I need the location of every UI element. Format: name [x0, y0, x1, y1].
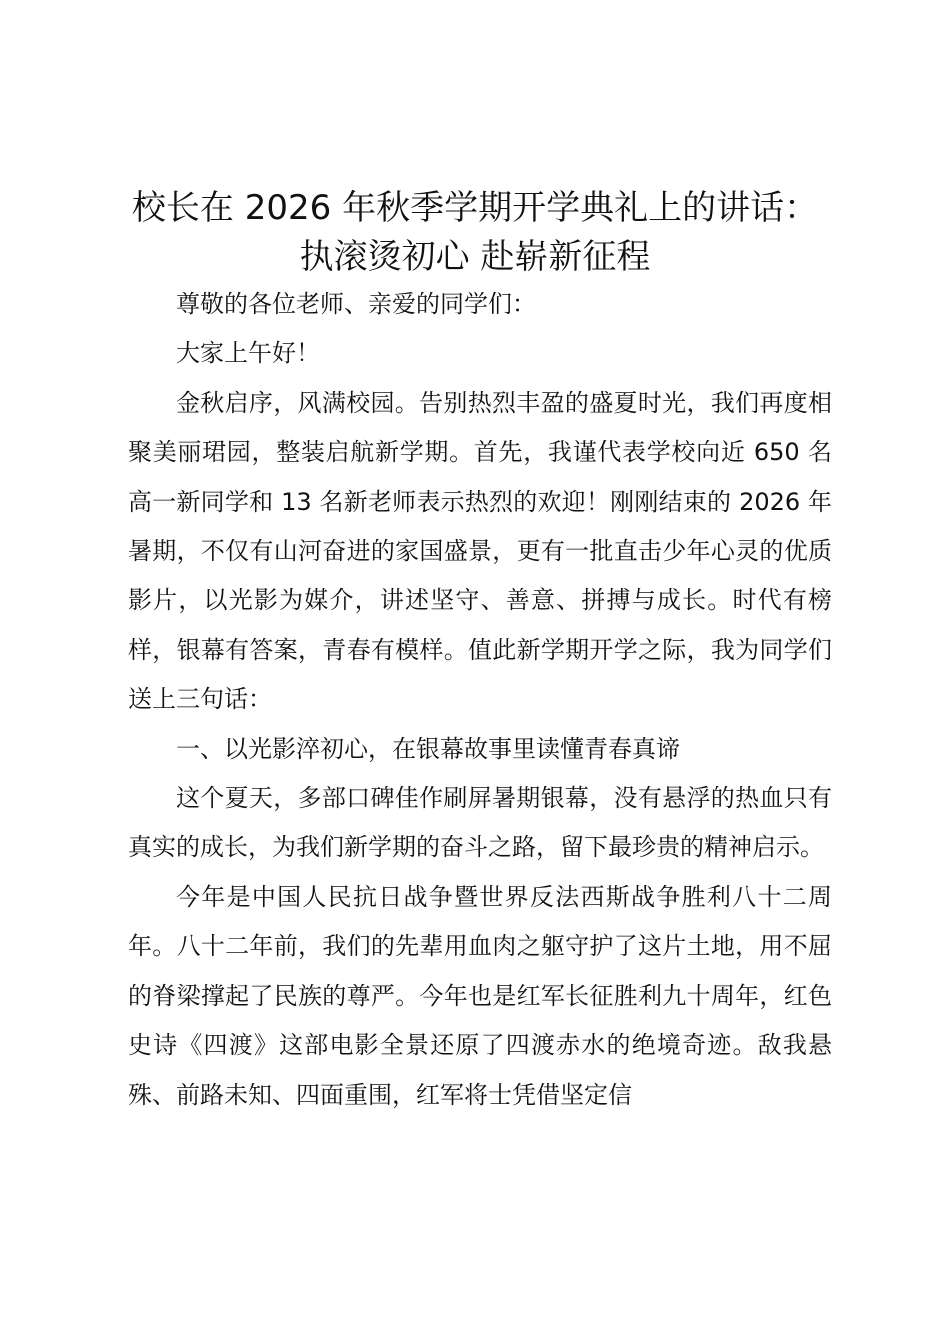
paragraph-summer-films: 这个夏天，多部口碑佳作刷屏暑期银幕，没有悬浮的热血只有真实的成长，为我们新学期的奋斗之路，留下最珍贵的精神启示。: [128, 784, 832, 862]
salutation: 尊敬的各位老师、亲爱的同学们：: [176, 290, 536, 318]
paragraph-intro: 金秋启序，风满校园。告别热烈丰盈的盛夏时光，我们再度相聚美丽珺园，整装启航新学期。首先，我谨代表学校向近 650 名高一新同学和 13 名新老师表示热烈的欢迎！刚刚结束的 2026 年暑期，不仅有山河奋进的家国盛景，更有一批直击少年心灵的优质影片，以光影为媒介，讲述坚守、善意、拼搏与成长。时代有榜样，银幕有答案，青春有模样。值此新学期开学之际，我为同学们送上三句话：: [128, 388, 832, 714]
document-title-line-1: 校长在 2026 年秋季学期开学典礼上的讲话：: [131, 188, 819, 228]
document-body: [128, 280, 832, 1120]
paragraph-anniversary: 今年是中国人民抗日战争暨世界反法西斯战争胜利八十二周年。八十二年前，我们的先辈用血肉之躯守护了这片土地，用不屈的脊梁撑起了民族的尊严。今年也是红军长征胜利九十周年，红色史诗《四渡》这部电影全景还原了四渡赤水的绝境奇迹。敌我悬殊、前路未知、四面重围，红军将士凭借坚定信: [128, 882, 832, 1109]
greeting: 大家上午好！: [176, 339, 320, 368]
document-title-line-2: 执滚烫初心 赴崭新征程: [299, 237, 651, 277]
section-heading-1: 一、以光影淬初心，在银幕故事里读懂青春真谛: [176, 734, 680, 763]
